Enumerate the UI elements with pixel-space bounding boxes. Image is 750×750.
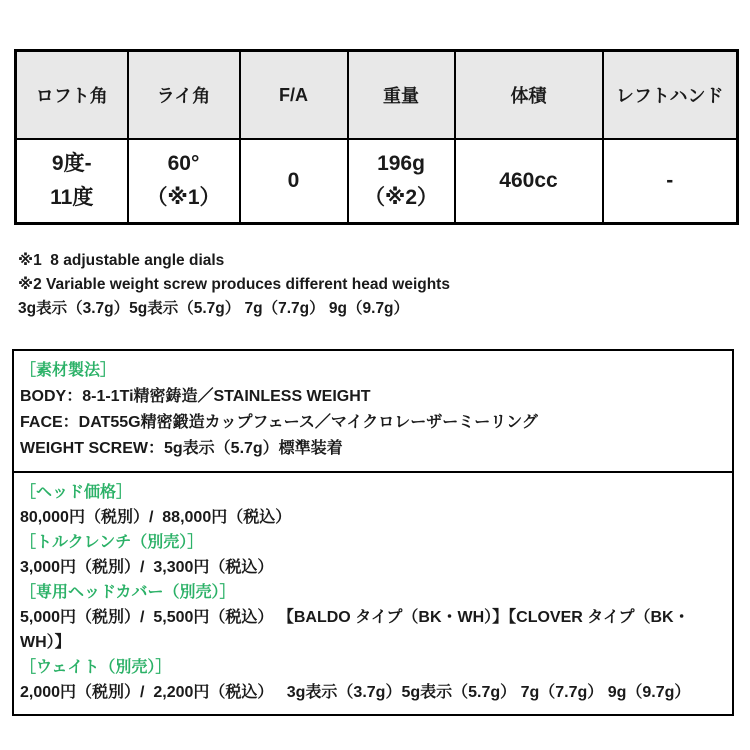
headcover-price: 5,000円（税別）/ 5,500円（税込） 【BALDO タイプ（BK・WH）】【CLOVER タイプ（BK・WH）】 (20, 609, 690, 651)
weight-line-1: 196g (377, 152, 425, 175)
weight-line-2: （※2） (363, 186, 439, 209)
col-header-left-hand: レフトハンド (603, 51, 738, 140)
weight-option-heading: ［ウェイト（別売）］ (20, 659, 172, 676)
left-hand-value: - (666, 169, 674, 192)
cell-left-hand (603, 139, 738, 224)
col-header-volume: 体積 (455, 51, 603, 140)
cell-lie-angle (128, 139, 240, 224)
headcover-heading: ［専用ヘッドカバー（別売）］ (20, 584, 236, 601)
spec-sheet-page (0, 49, 750, 750)
torque-wrench-price: 3,000円（税別）/ 3,300円（税込） (20, 559, 274, 576)
lie-line-1: 60° (167, 152, 200, 175)
material-method-box (12, 349, 734, 473)
torque-wrench-heading: ［トルクレンチ（別売）］ (20, 534, 204, 551)
cell-weight (348, 139, 455, 224)
head-price-heading: ［ヘッド価格］ (20, 484, 133, 501)
col-header-lie-angle: ライ角 (128, 51, 240, 140)
cell-loft-angle (16, 139, 128, 224)
loft-line-1: 9度- (51, 152, 92, 175)
cell-volume (455, 139, 603, 224)
spec-table (14, 49, 739, 225)
footnote-2: ※2 Variable weight screw produces different head weights (18, 276, 450, 293)
price-box (12, 471, 734, 716)
col-header-face-angle: F/A (240, 51, 348, 140)
material-weight-screw-line: WEIGHT SCREW：5g表示（5.7g）標準装着 (20, 440, 343, 457)
material-face-line: FACE：DAT55G精密鍛造カップフェース／マイクロレーザーミーリング (20, 414, 538, 431)
lie-line-2: （※1） (146, 186, 221, 209)
weight-option-price: 2,000円（税別）/ 2,200円（税込） 3g表示（3.7g）5g表示（5.7g） 7g（7.7g） 9g（9.7g） (20, 684, 691, 701)
spec-table-value-row (16, 139, 738, 224)
loft-line-2: 11度 (50, 186, 94, 209)
footnotes (18, 249, 750, 321)
material-body-line: BODY：8-1-1Ti精密鋳造／STAINLESS WEIGHT (20, 388, 371, 405)
spec-table-header-row (16, 51, 738, 140)
material-heading: ［素材製法］ (20, 362, 117, 379)
footnote-1: ※1 8 adjustable angle dials (18, 252, 225, 269)
col-header-weight: 重量 (348, 51, 455, 140)
cell-face-angle (240, 139, 348, 224)
volume-value: 460cc (499, 169, 558, 192)
head-price-value: 80,000円（税別）/ 88,000円（税込） (20, 509, 292, 526)
col-header-loft-angle: ロフト角 (16, 51, 128, 140)
fa-value: 0 (287, 169, 300, 192)
footnote-weight-list: 3g表示（3.7g）5g表示（5.7g） 7g（7.7g） 9g（9.7g） (18, 300, 410, 317)
